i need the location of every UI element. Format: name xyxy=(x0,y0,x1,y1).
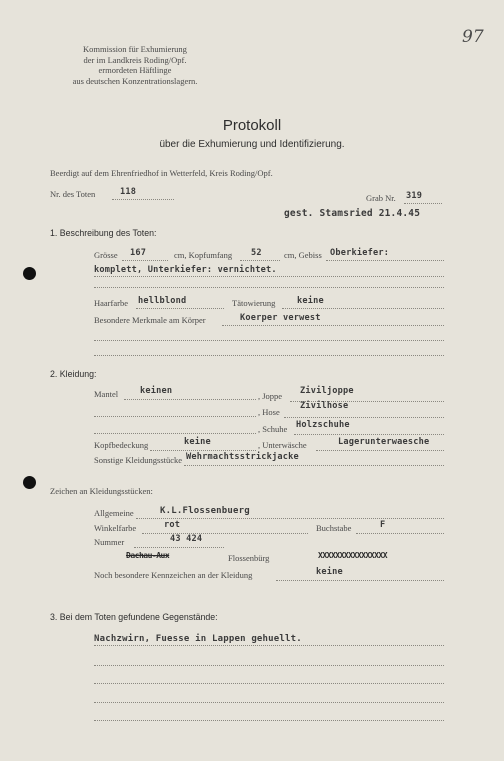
unterwaesche-value: Lagerunterwaesche xyxy=(338,437,430,447)
hose-value: Zivilhose xyxy=(300,401,349,411)
merkmale-label: Besondere Merkmale am Körper xyxy=(94,315,206,325)
header-line-1: Kommission für Exhumierung xyxy=(83,44,187,54)
page-number: 97 xyxy=(462,27,484,47)
winkelfarbe-value: rot xyxy=(164,520,181,530)
header-line-4: aus deutschen Konzentrationslagern. xyxy=(72,75,198,86)
mantel-label: Mantel xyxy=(94,389,119,399)
cm-kopfumfang-label: cm, Kopfumfang xyxy=(174,250,233,260)
noch-value: keine xyxy=(316,567,343,577)
header-line-3: ermordeten Häftlinge xyxy=(98,65,172,75)
mantel-value: keinen xyxy=(140,386,173,396)
nr-value: 118 xyxy=(120,187,137,197)
struck-out-text-2: XXXXXXXXXXXXXXXX xyxy=(318,551,388,560)
kopfbedeckung-label: Kopfbedeckung xyxy=(94,440,149,450)
joppe-value: Ziviljoppe xyxy=(300,386,354,396)
burial-line: Beerdigt auf dem Ehrenfriedhof in Wetterfeld, Kreis Roding/Opf. xyxy=(50,168,273,178)
haarfarbe-label: Haarfarbe xyxy=(94,298,128,308)
noch-label: Noch besondere Kennzeichen an der Kleidung xyxy=(94,570,253,580)
punch-hole-bottom xyxy=(23,476,36,489)
gegenstaende-value: Nachzwirn, Fuesse in Lappen gehuellt. xyxy=(94,634,302,644)
kopfbedeckung-value: keine xyxy=(184,437,211,447)
document-title: Protokoll xyxy=(222,117,282,134)
gebiss-value: Oberkiefer: xyxy=(330,248,390,258)
cm-gebiss-label: cm, Gebiss xyxy=(284,250,322,260)
document-subtitle: über die Exhumierung und Identifizierung. xyxy=(159,139,345,150)
unterwaesche-label: , Unterwäsche xyxy=(258,440,307,450)
winkelfarbe-label: Winkelfarbe xyxy=(94,523,137,533)
nr-label: Nr. des Toten xyxy=(50,189,96,199)
taetowierung-value: keine xyxy=(297,296,324,306)
sonstige-value: Wehrmachtsstrickjacke xyxy=(186,452,299,462)
zeichen-heading: Zeichen an Kleidungsstücken: xyxy=(50,486,153,496)
haarfarbe-value: hellblond xyxy=(138,296,187,306)
header-line-2: der im Landkreis Roding/Opf. xyxy=(83,54,187,65)
joppe-label: , Joppe xyxy=(258,391,283,401)
taetowierung-label: Tätowierung xyxy=(232,298,276,308)
section1-heading: 1. Beschreibung des Toten: xyxy=(50,228,157,238)
struck-out-text-1: Dachau-Aux xyxy=(126,551,170,560)
allgemeine-label: Allgemeine xyxy=(94,508,134,518)
punch-hole-top xyxy=(23,267,36,280)
buchstabe-label: Buchstabe xyxy=(316,523,352,533)
merkmale-value: Koerper verwest xyxy=(240,313,321,323)
kopfumfang-value: 52 xyxy=(251,248,262,258)
grab-value: 319 xyxy=(406,191,423,201)
schuhe-value: Holzschuhe xyxy=(296,420,350,430)
section2-heading: 2. Kleidung: xyxy=(50,369,97,379)
section3-heading: 3. Bei dem Toten gefundene Gegenstände: xyxy=(50,612,218,622)
groesse-label: Grösse xyxy=(94,250,118,260)
gebiss-value-continued: komplett, Unterkiefer: vernichtet. xyxy=(94,265,277,275)
buchstabe-value: F xyxy=(380,520,386,530)
hose-label: , Hose xyxy=(258,407,280,417)
death-note: gest. Stamsried 21.4.45 xyxy=(284,208,421,219)
header-block xyxy=(40,44,230,86)
grab-label: Grab Nr. xyxy=(366,193,396,203)
schuhe-label: , Schuhe xyxy=(258,424,288,434)
nummer-label: Nummer xyxy=(94,537,125,547)
allgemeine-value: K.L.Flossenbuerg xyxy=(160,506,250,516)
sonstige-label: Sonstige Kleidungsstücke xyxy=(94,455,183,465)
flossenbuerg-label: Flossenbürg xyxy=(228,553,270,563)
nummer-value: 43 424 xyxy=(170,534,203,544)
groesse-value: 167 xyxy=(130,248,147,258)
